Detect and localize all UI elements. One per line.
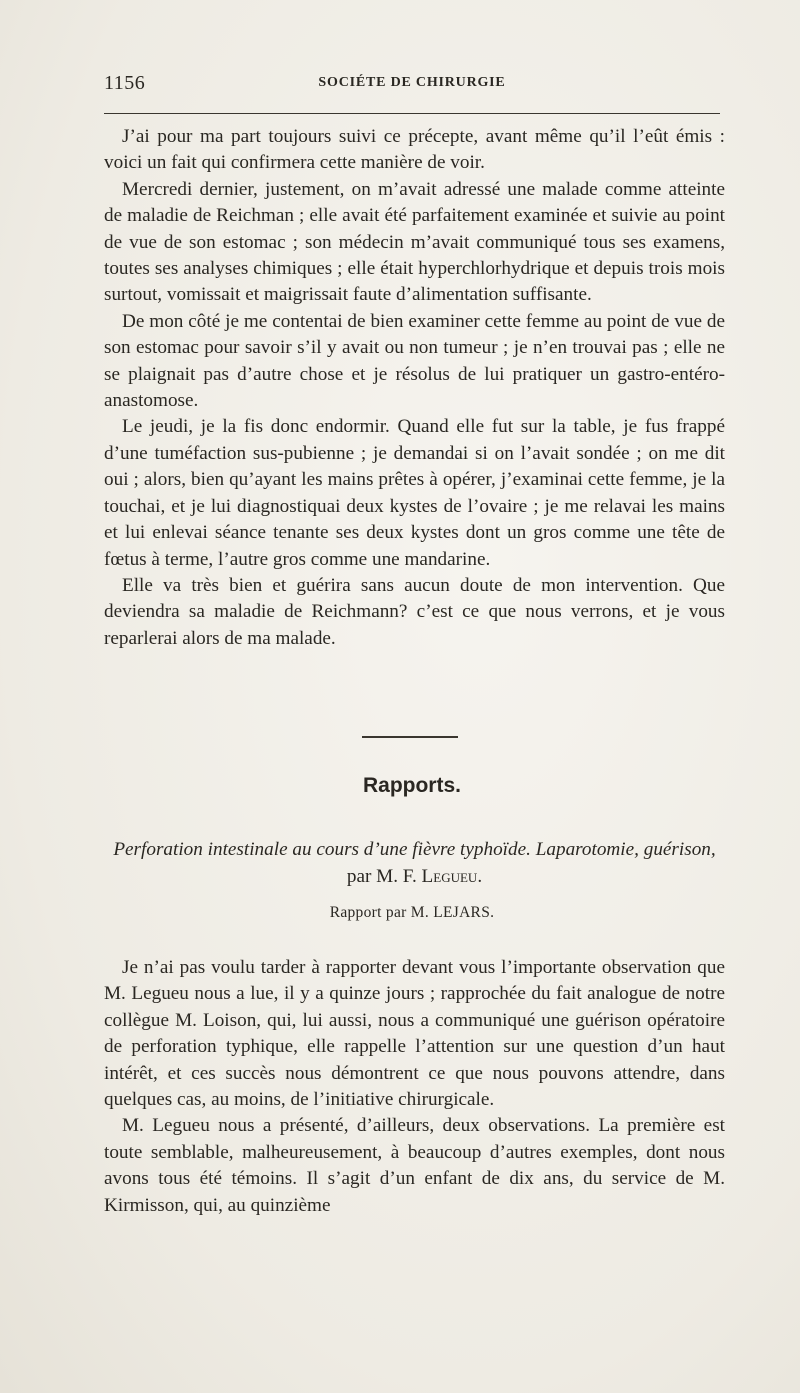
body-text	[104, 124, 725, 652]
page-number: 1156	[104, 72, 146, 94]
article-title-text: Perforation intestinale au cours d’une fièvre typhoïde. Laparotomie, guérison,	[113, 839, 716, 860]
paragraph: M. Legueu nous a présenté, d’ailleurs, deux observations. La première est toute semblable, malheureusement, à beaucoup d’autres exemples, dont nous avons tous été témoins. Il s’agit d’un enfant de dix ans, du service de M. Kirmisson, qui, au quinzième	[104, 1115, 725, 1216]
header-rule	[104, 113, 720, 114]
running-title: SOCIÉTE DE CHIRURGIE	[318, 75, 506, 90]
section-heading: Rapports.	[362, 774, 461, 797]
report-text	[104, 955, 725, 1219]
paragraph: De mon côté je me contentai de bien examiner cette femme au point de vue de son estomac pour savoir s’il y avait ou non tumeur ; je n’en trouvai pas ; elle ne se plaignait pas d’autre chose et je résolus de lui pratiquer un gastro-entéro-anastomose.	[104, 310, 725, 412]
paragraph: Le jeudi, je la fis donc endormir. Quand elle fut sur la table, je fus frappé d’une tuméfaction sus-pubienne ; je demandai si on l’avait sondée ; on me dit oui ; alors, bien qu’ayant les mains prêtes à opérer, j’examinai cette femme, je la touchai, et je lui diagnostiquai deux kystes de l’ovaire ; je me relavai les mains et lui enlevai séance tenante ses deux kystes dont un gros comme une tête de fœtus à terme, l’autre gros comme une mandarine.	[104, 416, 725, 570]
article-author: Legueu.	[421, 866, 483, 887]
paragraph: Elle va très bien et guérira sans aucun doute de mon intervention. Que deviendra sa maladie de Reichmann? c’est ce que nous verrons, et je vous reparlerai alors de ma malade.	[104, 574, 725, 649]
paragraph: J’ai pour ma part toujours suivi ce précepte, avant même qu’il l’eût émis : voici un fait qui confirmera cette manière de voir.	[104, 126, 725, 174]
article-title	[104, 836, 725, 890]
page-header	[104, 70, 720, 100]
article-title-by: par M. F.	[346, 866, 417, 887]
paragraph: Je n’ai pas voulu tarder à rapporter devant vous l’importante observation que M. Legueu nous a lue, il y a quinze jours ; rapprochée du fait analogue de notre collègue M. Loison, qui, lui aussi, nous a communiqué une guérison opératoire de perforation typhique, elle rappelle l’attention sur une question d’un haut intérêt, et ces succès nous démontrent ce que nous pouvons attendre, dans quelques cas, au moins, de l’initiative chirurgicale.	[104, 957, 725, 1111]
section-divider	[362, 736, 458, 738]
paragraph: Mercredi dernier, justement, on m’avait adressé une malade comme atteinte de maladie de Reichman ; elle avait été parfaitement examinée et suivie au point de vue de son estomac ; son médecin m’avait communiqué tous ses examens, toutes ses analyses chimiques ; elle était hyperchlorhydrique et depuis trois mois surtout, vomissait et maigrissait faute d’alimentation suffisante.	[104, 178, 725, 306]
report-byline: Rapport par M. LEJARS.	[329, 904, 495, 921]
